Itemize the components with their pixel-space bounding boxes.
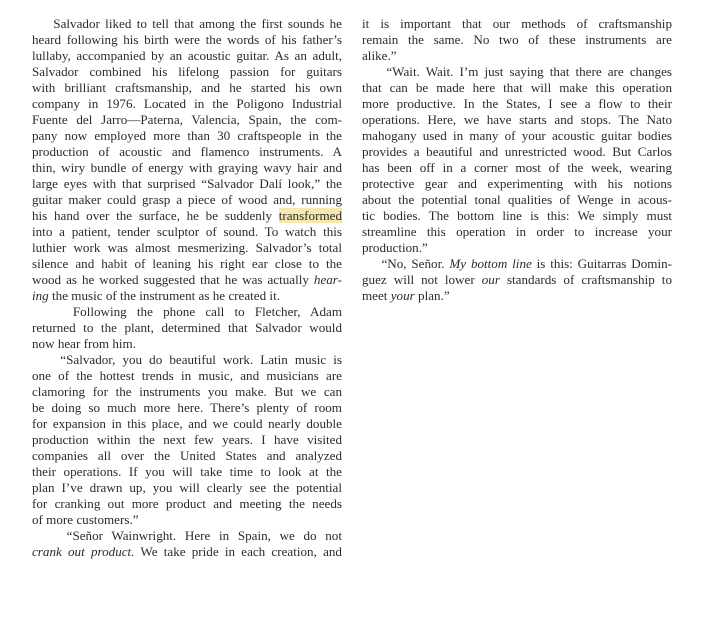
- text-segment: “No, Señor.: [362, 256, 450, 271]
- paragraph-no-senor: [362, 256, 672, 304]
- text-line: more productive. In the States, I see a flow to their: [362, 96, 672, 111]
- text-line: streamline this operation in order to increase your: [362, 224, 672, 239]
- italic-text: your: [390, 288, 415, 303]
- text-line: for expansion in this place, and we could nearly double: [32, 416, 342, 431]
- text-line: protective gear and experimenting with his notions: [362, 176, 672, 191]
- text-line: Salvador liked to tell that among the first sounds he: [32, 16, 342, 31]
- text-line: [32, 272, 342, 288]
- text-line: it is important that our methods of craftsmanship: [362, 16, 672, 31]
- text-line: operations. Here, we have starts and stops. The Nato: [362, 112, 672, 127]
- text-line: Following the phone call to Fletcher, Adam: [32, 304, 342, 319]
- paragraph-salvador-reply: [32, 528, 342, 560]
- text-line: Salvador combined his lifelong passion for guitars: [32, 64, 342, 79]
- italic-text: hear-: [313, 272, 342, 287]
- text-line: heard following his birth were the words of his father’s: [32, 32, 342, 47]
- text-segment: meet: [362, 288, 391, 303]
- italic-text: our: [481, 272, 500, 287]
- text-line: their operations. If you will take time to look at the: [32, 464, 342, 479]
- text-segment: plan.”: [414, 288, 450, 303]
- text-segment: standards of craftsmanship to: [499, 272, 672, 287]
- italic-text: My bottom line: [449, 256, 532, 271]
- text-line: guitar maker could grasp a piece of wood and, running: [32, 192, 342, 207]
- text-line: into a patient, tender sculptor of sound. To watch this: [32, 224, 342, 239]
- text-segment: is this: Guitarras Domin-: [531, 256, 672, 271]
- highlighted-word[interactable]: transformed: [278, 208, 342, 223]
- text-segment: guez will not lower: [362, 272, 482, 287]
- text-line: production within the next few years. I have visited: [32, 432, 342, 447]
- text-line: companies all over the United States and analyzed: [32, 448, 342, 463]
- text-line: one of the hottest trends in music, and musicians are: [32, 368, 342, 383]
- text-segment: We take pride in each creation, and: [134, 544, 342, 559]
- text-line: for cranking out more product and meeting the needs: [32, 496, 342, 511]
- text-line: Fuente del Jarro—Paterna, Valencia, Spain, the com-: [32, 112, 342, 127]
- text-line: silence and habit of leaning his right ear close to the: [32, 256, 342, 271]
- text-line: alike.”: [362, 48, 397, 63]
- text-line: be doing so much more here. There’s plenty of room: [32, 400, 342, 415]
- text-line: remain the same. No two of these instruments are: [362, 32, 672, 47]
- paragraph-adam-pitch: [32, 352, 342, 528]
- text-segment: the music of the instrument as he created it.: [48, 288, 280, 303]
- text-line: about the potential tonal qualities of Wenge in acous-: [362, 192, 672, 207]
- right-column: [362, 16, 672, 304]
- text-line: production of acoustic and flamenco instruments. A: [32, 144, 342, 159]
- text-line: [362, 256, 672, 272]
- text-line: [362, 288, 672, 304]
- text-line: of more customers.”: [32, 512, 139, 527]
- text-line: lullaby, accompanied by an acoustic guitar. As an adult,: [32, 48, 342, 63]
- text-line: clamoring for the instruments you make. But we can: [32, 384, 342, 399]
- text-segment: wood as he worked suggested that he was actually: [32, 272, 314, 287]
- text-line: [32, 288, 342, 304]
- paragraph-salvador-background: [32, 16, 342, 304]
- text-line: thin, wiry bundle of energy with graying wavy hair and: [32, 160, 342, 175]
- text-line: pany now employed more than 30 craftspeople in the: [32, 128, 342, 143]
- left-column: [32, 16, 342, 560]
- text-line: now hear from him.: [32, 336, 136, 351]
- text-line: “Salvador, you do beautiful work. Latin music is: [32, 352, 342, 367]
- paragraph-salvador-reply-continued: [362, 16, 672, 64]
- text-segment: his hand over the surface, he be suddenly: [32, 208, 279, 223]
- paragraph-phone-call: [32, 304, 342, 352]
- text-line: returned to the plant, determined that Salvador would: [32, 320, 342, 335]
- paragraph-adam-wait: [362, 64, 672, 256]
- italic-text: ing: [32, 288, 49, 303]
- text-line: [362, 272, 672, 288]
- text-line: [32, 208, 342, 224]
- text-line: plan I’ve drawn up, you will clearly see the potential: [32, 480, 342, 495]
- text-line: [32, 544, 342, 560]
- italic-text: crank out product.: [32, 544, 135, 559]
- text-line: mahogany used in many of your acoustic guitar bodies: [362, 128, 672, 143]
- text-line: large eyes with that surprised “Salvador Dalí look,” the: [32, 176, 342, 191]
- text-line: tic bodies. The bottom line is this: We simply must: [362, 208, 672, 223]
- text-line: luthier work was almost mesmerizing. Salvador’s total: [32, 240, 342, 255]
- text-line: “Señor Wainwright. Here in Spain, we do not: [32, 528, 342, 543]
- text-line: company in 1976. Located in the Poligono Industrial: [32, 96, 342, 111]
- text-line: that can be made here that will make this operation: [362, 80, 672, 95]
- text-line: with brilliant craftsmanship, and he started his own: [32, 80, 342, 95]
- text-line: has been off in a corner most of the week, wearing: [362, 160, 672, 175]
- text-line: production.”: [362, 240, 428, 255]
- text-line: “Wait. Wait. I’m just saying that there are changes: [362, 64, 672, 79]
- text-line: provides a beautiful and unrestricted wood. But Carlos: [362, 144, 672, 159]
